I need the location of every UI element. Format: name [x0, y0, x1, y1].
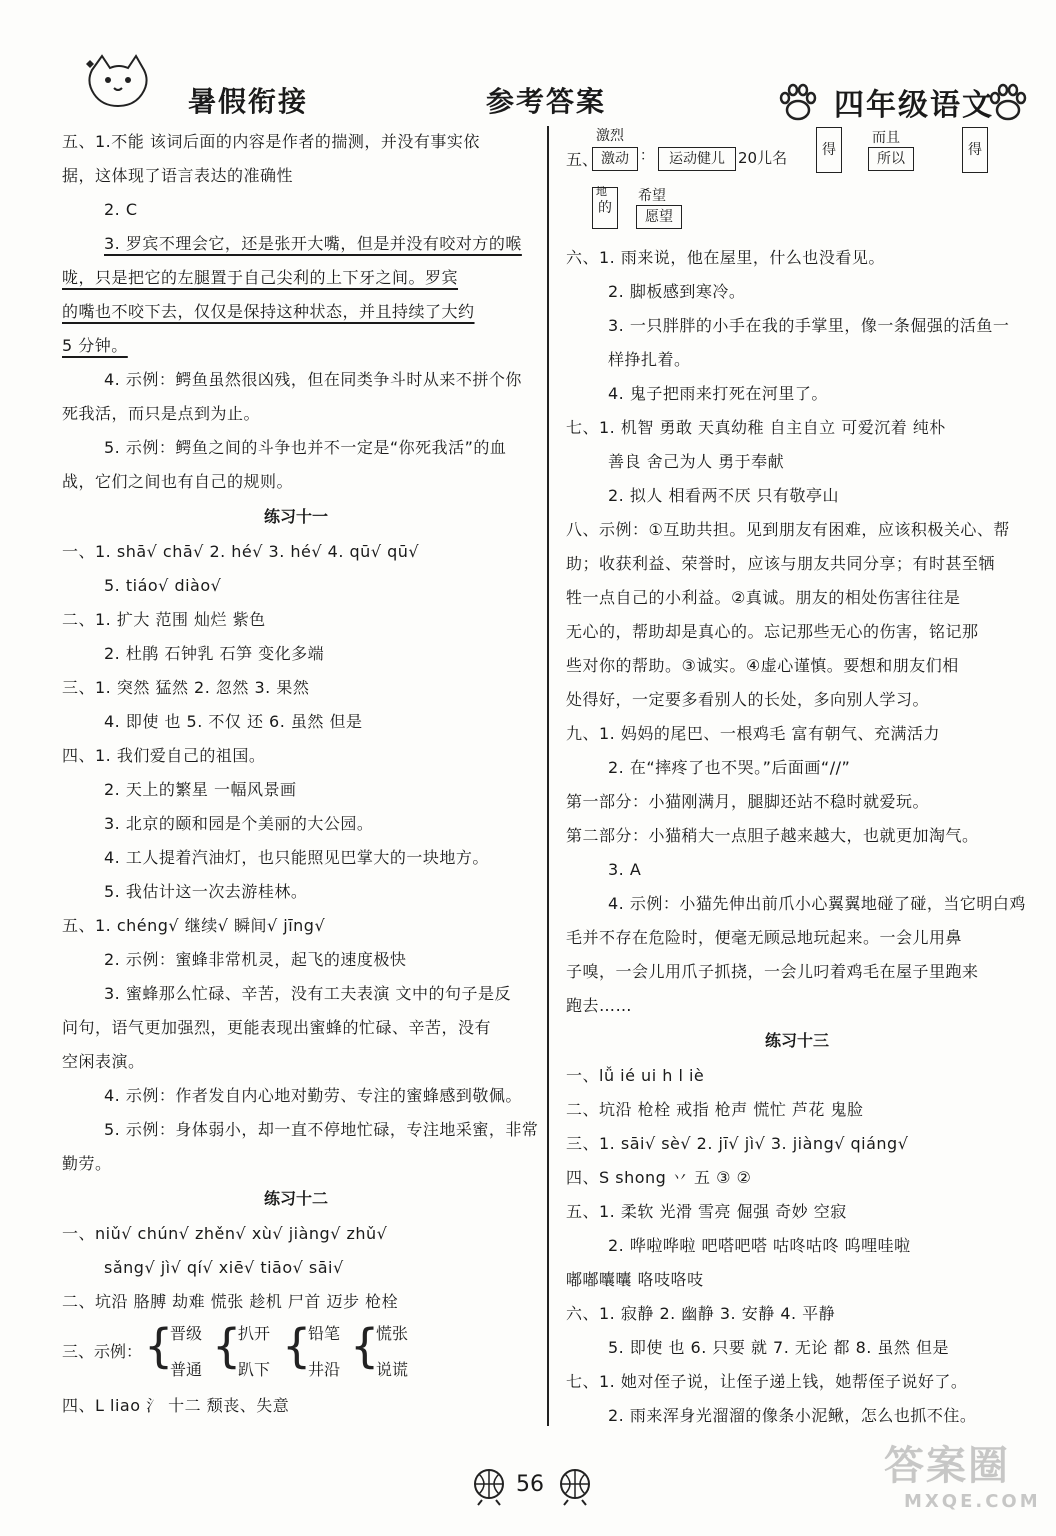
- answer-line: 嘟嘟囔囔 咯吱咯吱: [566, 1270, 704, 1289]
- answer-line: 第二部分：小猫稍大一点胆子越来越大，也就更加淘气。: [566, 826, 979, 845]
- answer-line: [62, 329, 530, 363]
- section-title: 练习十一: [263, 507, 328, 526]
- answer-line: 子嗅，一会儿用爪子抓挠，一会儿叼着鸡毛在屋子里跑来: [566, 962, 979, 981]
- box-note: 地: [596, 185, 607, 198]
- header-left-title: 暑假衔接: [188, 85, 309, 118]
- answer-line: 二、坑沿 胳膊 劫难 慌张 趁机 尸首 迈步 枪栓: [62, 1292, 399, 1311]
- cat-mascot-icon: [84, 52, 154, 112]
- answer-box: 的: [592, 187, 618, 229]
- answer-line: 3. 一只胖胖的小手在我的手掌里，像一条倔强的活鱼一: [608, 316, 1010, 335]
- answer-line: 一、1. shā√ chā√ 2. hé√ 3. hé√ 4. qū√ qū√: [62, 542, 420, 561]
- brace-word: 铅笔: [308, 1324, 341, 1343]
- header-right-title: 四年级语文: [834, 88, 994, 123]
- answer-line: 样挣扎着。: [608, 350, 691, 369]
- answer-box: 激动: [592, 147, 638, 171]
- box-colon: ：: [640, 148, 654, 164]
- answer-line: 战，它们之间也有自己的规则。: [62, 472, 294, 491]
- answer-line: 5. 即使 也 6. 只要 就 7. 无论 都 8. 虽然 但是: [608, 1338, 950, 1357]
- brace-answer-block: [62, 1319, 530, 1389]
- right-answer-lines: [566, 241, 1028, 1433]
- answer-line: 七、1. 机智 勇敢 天真幼稚 自主自立 可爱沉着 纯朴: [566, 418, 946, 437]
- answer-line: 3. A: [608, 860, 642, 879]
- answer-line: 毛并不存在危险时，便毫无顾忌地玩起来。一会儿用鼻: [566, 928, 963, 947]
- watermark-url: MXQE.COM: [904, 1491, 1041, 1512]
- answer-line: 三、1. 突然 猛然 2. 忽然 3. 果然: [62, 678, 310, 697]
- header-mid-title: 参考答案: [486, 85, 607, 118]
- basketball-mascot-icon: [470, 1466, 508, 1506]
- answer-box: 所以: [868, 147, 914, 171]
- answer-line: 4. 示例：作者发自内心地对勤劳、专注的蜜蜂感到敬佩。: [104, 1086, 522, 1105]
- answer-line: 2. 天上的繁星 一幅风景画: [104, 780, 297, 799]
- brace-word: 说谎: [376, 1360, 409, 1379]
- answer-line: 2. 杜鹃 石钟乳 石笋 变化多端: [104, 644, 325, 663]
- answer-line: [62, 227, 530, 261]
- answer-line: 2. 脚板感到寒冷。: [608, 282, 746, 301]
- answer-line: 勤劳。: [62, 1154, 112, 1173]
- boxes-label: 五、: [566, 150, 599, 169]
- answer-line: 5. tiáo√ diào√: [104, 576, 222, 595]
- brace-glyph: {: [144, 1319, 174, 1373]
- answer-line: 死我活，而只是点到为止。: [62, 404, 261, 423]
- answer-box: 得: [962, 127, 988, 173]
- answer-line: 第一部分：小猫刚满月，腿脚还站不稳时就爱玩。: [566, 792, 930, 811]
- answer-box: 愿望: [636, 205, 682, 229]
- left-column: [62, 125, 539, 1423]
- answer-line: 五、1. chéng√ 继续√ 瞬间√ jīng√: [62, 916, 326, 935]
- answer-line: 四、1. 我们爱自己的祖国。: [62, 746, 266, 765]
- answer-line: [62, 261, 530, 295]
- section-title: 练习十三: [764, 1031, 829, 1050]
- answer-line: 据，这体现了语言表达的准确性: [62, 166, 294, 185]
- answer-line: 四、L liao 氵 十二 颓丧、失意: [62, 1396, 290, 1415]
- underlined-text: 5 分钟。: [62, 336, 128, 355]
- watermark-logo-text: 答案圈: [884, 1443, 1010, 1489]
- answer-line: 4. 示例：小猫先伸出前爪小心翼翼地碰了碰，当它明白鸡: [608, 894, 1026, 913]
- answer-line: 五、1. 柔软 光滑 雪亮 倔强 奇妙 空寂: [566, 1202, 847, 1221]
- box-note: 激烈: [596, 128, 624, 144]
- answer-line: 一、lǚ ié ui h l iè: [566, 1066, 705, 1085]
- brace-word: 晋级: [170, 1324, 203, 1343]
- answer-line: 七、1. 她对侄子说，让侄子递上钱，她帮侄子说好了。: [566, 1372, 968, 1391]
- left-answer-lines: [62, 125, 539, 1319]
- underlined-text: 3. 罗宾不理会它，还是张开大嘴，但是并没有咬对方的喉: [104, 234, 522, 253]
- page-number: 56: [516, 1472, 544, 1497]
- box-note: 希望: [638, 188, 666, 204]
- answer-line: 2. 雨来浑身光溜溜的像条小泥鳅，怎么也抓不住。: [608, 1406, 977, 1425]
- answer-box: 得: [816, 127, 842, 173]
- column-divider: [547, 126, 549, 1426]
- paw-icon: [776, 82, 820, 122]
- section-title: 练习十二: [263, 1189, 328, 1208]
- answer-line: 助；收获利益、荣誉时，应该与朋友共同分享；有时甚至牺: [566, 554, 996, 573]
- page-header: [0, 0, 1056, 128]
- answer-line: 2. 哗啦哗啦 吧嗒吧嗒 咕咚咕咚 呜哩哇啦: [608, 1236, 911, 1255]
- answer-line: 4. 即使 也 5. 不仅 还 6. 虽然 但是: [104, 712, 363, 731]
- answer-line: 九、1. 妈妈的尾巴、一根鸡毛 富有朝气、充满活力: [566, 724, 940, 743]
- answer-line: 牲一点自己的小利益。②真诚。朋友的相处伤害往往是: [566, 588, 961, 607]
- answer-line: 2. C: [104, 200, 138, 219]
- answer-line: 空闲表演。: [62, 1052, 145, 1071]
- right-column: [566, 125, 1028, 1433]
- basketball-mascot-icon: [556, 1466, 594, 1506]
- underlined-text: 的嘴也不咬下去，仅仅是保持这种状态，并且持续了大约: [62, 302, 475, 321]
- answer-line: 5. 示例：身体弱小，却一直不停地忙碌，专注地采蜜，非常: [104, 1120, 539, 1139]
- answer-line: 善良 舍己为人 勇于奉献: [608, 452, 785, 471]
- answer-line: 2. 在“摔疼了也不哭。”后面画“//”: [608, 758, 851, 777]
- brace-label: 三、示例：: [62, 1342, 143, 1361]
- brace-word: 井沿: [308, 1360, 341, 1379]
- answer-line: 2. 示例：蜜蜂非常机灵，起飞的速度极快: [104, 950, 407, 969]
- answer-line: 问句，语气更加强烈，更能表现出蜜蜂的忙碌、辛苦，没有: [62, 1018, 492, 1037]
- box-note: 而且: [872, 130, 900, 146]
- answer-line: 二、1. 扩大 范围 灿烂 紫色: [62, 610, 266, 629]
- brace-word: 慌张: [376, 1324, 409, 1343]
- brace-word: 普通: [170, 1360, 203, 1379]
- answer-line: 三、1. sāi√ sè√ 2. jī√ jì√ 3. jiàng√ qiáng√: [566, 1134, 909, 1153]
- correction-box-block: [566, 125, 1028, 241]
- answer-box: 运动健儿: [658, 147, 736, 171]
- answer-line: 六、1. 雨来说，他在屋里，什么也没看见。: [566, 248, 885, 267]
- answer-line: 3. 蜜蜂那么忙碌、辛苦，没有工夫表演 文中的句子是反: [104, 984, 511, 1003]
- answer-line: 4. 鬼子把雨来打死在河里了。: [608, 384, 828, 403]
- answer-line: 一、niǔ√ chún√ zhěn√ xù√ jiàng√ zhǔ√: [62, 1224, 388, 1243]
- watermark: [884, 1434, 1041, 1512]
- answer-line: 八、示例：①互助共担。见到朋友有困难，应该积极关心、帮: [566, 520, 1010, 539]
- answer-line: 5. 示例：鳄鱼之间的斗争也并不一定是“你死我活”的血: [104, 438, 507, 457]
- answer-line: 五、1.不能 该词后面的内容是作者的揣测，并没有事实依: [62, 132, 480, 151]
- answer-line: 无心的，帮助却是真心的。忘记那些无心的伤害，铭记那: [566, 622, 979, 641]
- answer-line: 跑去……: [566, 996, 633, 1015]
- brace-word: 扒开: [238, 1324, 271, 1343]
- answer-line: 5. 我估计这一次去游桂林。: [104, 882, 308, 901]
- paw-icon: [986, 82, 1030, 122]
- answer-line: 4. 示例：鳄鱼虽然很凶残，但在同类争斗时从来不拼个你: [104, 370, 522, 389]
- box-plain: 20儿名: [738, 149, 788, 167]
- answer-line: 四、S shong 丷 五 ③ ②: [566, 1168, 752, 1187]
- answer-line: 些对你的帮助。③诚实。④虚心谨慎。要想和朋友们相: [566, 656, 959, 675]
- answer-line: 2. 拟人 相看两不厌 只有敬亭山: [608, 486, 840, 505]
- answer-line: 处得好，一定要多看别人的长处，多向别人学习。: [566, 690, 930, 709]
- answer-line: 4. 工人提着汽油灯，也只能照见巴掌大的一块地方。: [104, 848, 489, 867]
- brace-glyph: {: [212, 1319, 242, 1373]
- answer-line: sǎng√ jì√ qí√ xiē√ tiāo√ sāi√: [104, 1258, 344, 1277]
- answer-line: [62, 295, 530, 329]
- brace-glyph: {: [282, 1319, 312, 1373]
- answer-line: 3. 北京的颐和园是个美丽的大公园。: [104, 814, 374, 833]
- brace-glyph: {: [350, 1319, 380, 1373]
- brace-word: 趴下: [238, 1360, 271, 1379]
- underlined-text: 咙，只是把它的左腿置于自己尖利的上下牙之间。罗宾: [62, 268, 459, 287]
- answer-line: 二、坑沿 枪栓 戒指 枪声 慌忙 芦花 鬼脸: [566, 1100, 864, 1119]
- answer-line: 六、1. 寂静 2. 幽静 3. 安静 4. 平静: [566, 1304, 836, 1323]
